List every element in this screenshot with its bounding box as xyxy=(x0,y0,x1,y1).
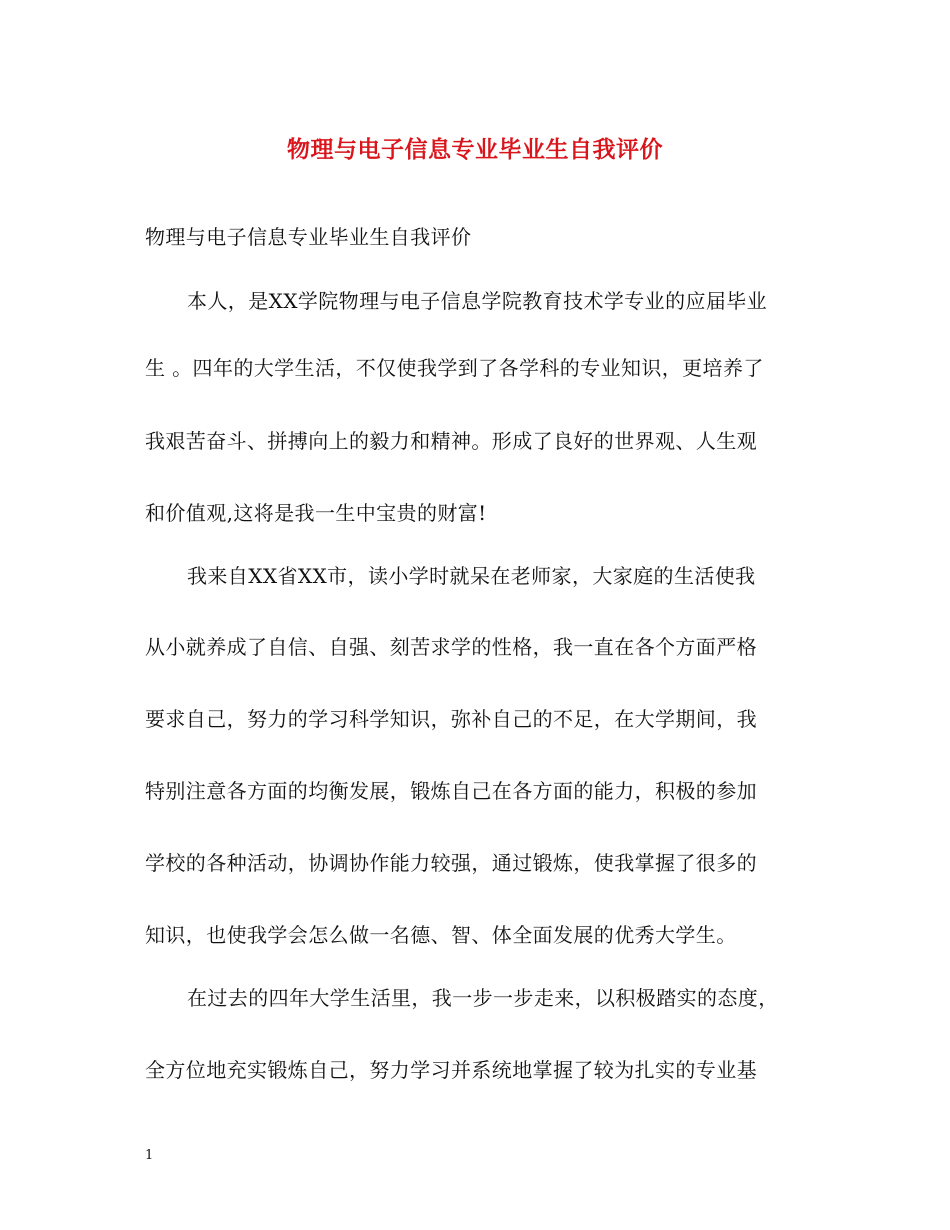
paragraph-line: 生 。四年的大学生活，不仅使我学到了各学科的专业知识，更培养了 xyxy=(145,356,764,380)
paragraph-line: 知识，也使我学会怎么做一名德、智、体全面发展的优秀大学生。 xyxy=(145,923,737,947)
paragraph-line: 全方位地充实锻炼自己，努力学习并系统地掌握了较为扎实的专业基 xyxy=(145,1058,757,1082)
paragraph-line: 学校的各种活动，协调协作能力较强，通过锻炼，使我掌握了很多的 xyxy=(145,851,757,875)
paragraph-line: 在过去的四年大学生活里，我一步一步走来，以积极踏实的态度， xyxy=(187,986,779,1010)
paragraph-line: 特别注意各方面的均衡发展，锻炼自己在各方面的能力，积极的参加 xyxy=(145,779,757,803)
subtitle-line: 物理与电子信息专业毕业生自我评价 xyxy=(145,225,472,249)
paragraph-line: 从小就养成了自信、自强、刻苦求学的性格，我一直在各个方面严格 xyxy=(145,635,757,659)
document-title: 物理与电子信息专业毕业生自我评价 xyxy=(287,136,663,163)
paragraph-line: 要求自己，努力的学习科学知识，弥补自己的不足，在大学期间，我 xyxy=(145,707,757,731)
paragraph-line: 和价值观,这将是我一生中宝贵的财富! xyxy=(145,501,487,525)
page-number: 1 xyxy=(145,1148,154,1163)
paragraph-line: 我来自XX省XX市，读小学时就呆在老师家，大家庭的生活使我 xyxy=(187,564,756,588)
paragraph-line: 我艰苦奋斗、拼搏向上的毅力和精神。形成了良好的世界观、人生观 xyxy=(145,429,757,453)
paragraph-line: 本人，是XX学院物理与电子信息学院教育技术学专业的应届毕业 xyxy=(187,289,768,313)
